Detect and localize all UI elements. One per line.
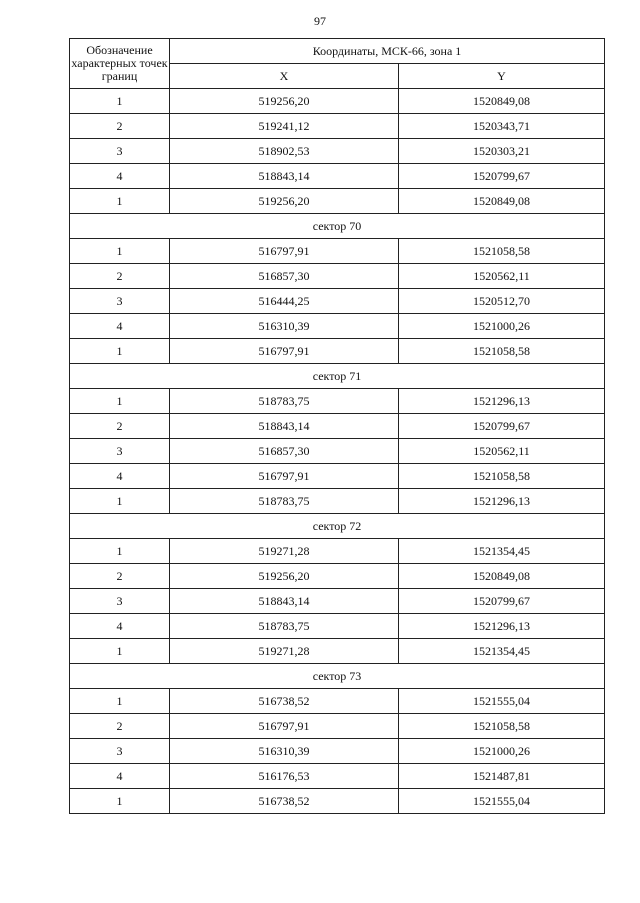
y-coordinate-cell: 1521555,04 — [399, 689, 605, 714]
y-coordinate-cell: 1521058,58 — [399, 339, 605, 364]
point-number-cell: 2 — [70, 714, 170, 739]
sector-heading-row — [70, 364, 605, 389]
x-coordinate-cell: 516797,91 — [170, 714, 399, 739]
y-coordinate-cell: 1520799,67 — [399, 164, 605, 189]
table-row — [70, 189, 605, 214]
table-row — [70, 339, 605, 364]
table-row — [70, 564, 605, 589]
x-coordinate-cell: 518783,75 — [170, 489, 399, 514]
y-coordinate-cell: 1521354,45 — [399, 639, 605, 664]
x-coordinate-cell: 519271,28 — [170, 539, 399, 564]
table-row — [70, 139, 605, 164]
point-number-cell: 1 — [70, 539, 170, 564]
point-number-cell: 1 — [70, 89, 170, 114]
sector-heading-row — [70, 664, 605, 689]
x-coordinate-cell: 516797,91 — [170, 464, 399, 489]
point-number-cell: 2 — [70, 564, 170, 589]
table-row — [70, 114, 605, 139]
y-coordinate-cell: 1520799,67 — [399, 589, 605, 614]
point-number-cell: 4 — [70, 164, 170, 189]
x-coordinate-cell: 518843,14 — [170, 164, 399, 189]
point-column-header: Обозначение характерных точек границ — [70, 39, 170, 89]
table-row — [70, 714, 605, 739]
y-coordinate-cell: 1520562,11 — [399, 264, 605, 289]
x-coordinate-cell: 519256,20 — [170, 89, 399, 114]
sector-title: сектор 71 — [70, 364, 605, 389]
x-coordinate-cell: 519256,20 — [170, 564, 399, 589]
table-row — [70, 164, 605, 189]
x-coordinate-cell: 516857,30 — [170, 264, 399, 289]
table-row — [70, 314, 605, 339]
sector-heading-row — [70, 514, 605, 539]
table-row — [70, 539, 605, 564]
sector-title: сектор 73 — [70, 664, 605, 689]
x-coordinate-cell: 516176,53 — [170, 764, 399, 789]
x-coordinate-cell: 516797,91 — [170, 339, 399, 364]
point-number-cell: 3 — [70, 739, 170, 764]
x-coordinate-cell: 516738,52 — [170, 689, 399, 714]
sector-heading-row — [70, 214, 605, 239]
x-coordinate-cell: 516444,25 — [170, 289, 399, 314]
point-number-cell: 4 — [70, 464, 170, 489]
table-row — [70, 589, 605, 614]
x-coordinate-cell: 516738,52 — [170, 789, 399, 814]
table-row — [70, 639, 605, 664]
y-coordinate-cell: 1520343,71 — [399, 114, 605, 139]
y-coordinate-cell: 1521296,13 — [399, 489, 605, 514]
point-number-cell: 3 — [70, 289, 170, 314]
point-number-cell: 1 — [70, 389, 170, 414]
table-row — [70, 89, 605, 114]
y-coordinate-cell: 1521058,58 — [399, 464, 605, 489]
y-coordinate-cell: 1521000,26 — [399, 314, 605, 339]
point-number-cell: 3 — [70, 139, 170, 164]
point-number-cell: 1 — [70, 239, 170, 264]
coordinates-header: Координаты, МСК-66, зона 1 — [170, 39, 605, 64]
x-coordinate-cell: 518843,14 — [170, 414, 399, 439]
table-row — [70, 764, 605, 789]
y-coordinate-cell: 1521487,81 — [399, 764, 605, 789]
x-coordinate-cell: 518902,53 — [170, 139, 399, 164]
page-number: 97 — [314, 14, 326, 28]
table-row — [70, 289, 605, 314]
y-coordinate-cell: 1520849,08 — [399, 189, 605, 214]
y-coordinate-cell: 1520849,08 — [399, 564, 605, 589]
point-number-cell: 4 — [70, 614, 170, 639]
x-coordinate-cell: 519241,12 — [170, 114, 399, 139]
point-number-cell: 4 — [70, 314, 170, 339]
table-row — [70, 414, 605, 439]
x-coordinate-cell: 516310,39 — [170, 314, 399, 339]
y-coordinate-cell: 1521296,13 — [399, 614, 605, 639]
point-number-cell: 1 — [70, 189, 170, 214]
y-coordinate-cell: 1521000,26 — [399, 739, 605, 764]
point-number-cell: 4 — [70, 764, 170, 789]
y-coordinate-cell: 1520849,08 — [399, 89, 605, 114]
y-coordinate-cell: 1520303,21 — [399, 139, 605, 164]
point-number-cell: 2 — [70, 414, 170, 439]
table-row — [70, 439, 605, 464]
point-number-cell: 2 — [70, 264, 170, 289]
point-number-cell: 3 — [70, 439, 170, 464]
sector-title: сектор 72 — [70, 514, 605, 539]
y-coordinate-cell: 1521555,04 — [399, 789, 605, 814]
x-column-header: X — [170, 64, 399, 89]
y-coordinate-cell: 1520512,70 — [399, 289, 605, 314]
table-row — [70, 264, 605, 289]
table-row — [70, 739, 605, 764]
point-number-cell: 2 — [70, 114, 170, 139]
point-number-cell: 1 — [70, 339, 170, 364]
y-coordinate-cell: 1520562,11 — [399, 439, 605, 464]
y-coordinate-cell: 1521354,45 — [399, 539, 605, 564]
x-coordinate-cell: 519271,28 — [170, 639, 399, 664]
y-coordinate-cell: 1521058,58 — [399, 239, 605, 264]
point-number-cell: 1 — [70, 639, 170, 664]
table-row — [70, 489, 605, 514]
point-number-cell: 1 — [70, 689, 170, 714]
table-row — [70, 239, 605, 264]
table-body — [70, 89, 605, 814]
x-coordinate-cell: 516310,39 — [170, 739, 399, 764]
x-coordinate-cell: 518783,75 — [170, 614, 399, 639]
y-coordinate-cell: 1521058,58 — [399, 714, 605, 739]
table-row — [70, 789, 605, 814]
y-coordinate-cell: 1520799,67 — [399, 414, 605, 439]
x-coordinate-cell: 519256,20 — [170, 189, 399, 214]
sector-title: сектор 70 — [70, 214, 605, 239]
table-row — [70, 689, 605, 714]
x-coordinate-cell: 516857,30 — [170, 439, 399, 464]
y-column-header: Y — [399, 64, 605, 89]
y-coordinate-cell: 1521296,13 — [399, 389, 605, 414]
point-number-cell: 1 — [70, 489, 170, 514]
table-row — [70, 614, 605, 639]
coordinates-table — [69, 38, 605, 814]
x-coordinate-cell: 518843,14 — [170, 589, 399, 614]
x-coordinate-cell: 516797,91 — [170, 239, 399, 264]
x-coordinate-cell: 518783,75 — [170, 389, 399, 414]
point-number-cell: 3 — [70, 589, 170, 614]
table-row — [70, 389, 605, 414]
table-row — [70, 464, 605, 489]
point-number-cell: 1 — [70, 789, 170, 814]
